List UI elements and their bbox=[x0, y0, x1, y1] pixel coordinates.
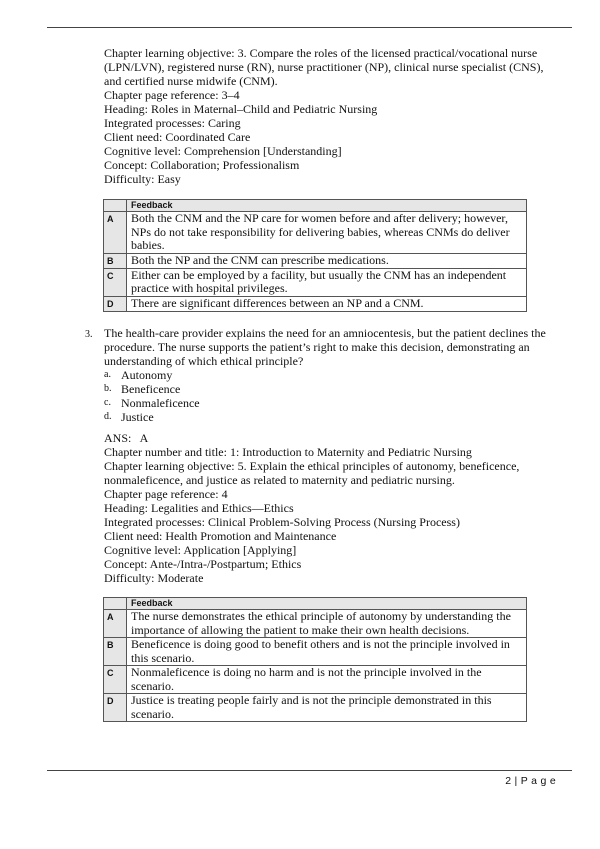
feedback-table-1 bbox=[103, 199, 527, 312]
feedback-text: There are significant differences between an NP and a CNM. bbox=[127, 296, 527, 311]
answer-option bbox=[104, 410, 200, 424]
header-rule bbox=[47, 27, 572, 28]
answer-option bbox=[104, 396, 200, 410]
answer-options bbox=[104, 368, 200, 424]
meta-line: Cognitive level: Comprehension [Understanding] bbox=[104, 144, 342, 158]
option-letter: b. bbox=[104, 383, 112, 394]
feedback-row bbox=[104, 666, 527, 694]
question-number: 3. bbox=[85, 329, 93, 340]
feedback-text: The nurse demonstrates the ethical principle of autonomy by understanding the importance of allowing the patient to make their own health decisions. bbox=[127, 610, 527, 638]
option-text: Nonmaleficence bbox=[121, 396, 200, 410]
feedback-row bbox=[104, 638, 527, 666]
meta-line: Chapter learning objective: 3. Compare the roles of the licensed practical/vocational nurse (LPN/LVN), registered nurse (RN), nurse practitioner (NP), clinical nurse specialist (CNS), and certified nurse midwife (CNM). bbox=[104, 46, 544, 88]
meta-line: Concept: Collaboration; Professionalism bbox=[104, 158, 300, 172]
feedback-key: D bbox=[104, 296, 127, 311]
meta-line: Difficulty: Moderate bbox=[104, 571, 204, 585]
feedback-key: D bbox=[104, 694, 127, 722]
feedback-row bbox=[104, 212, 527, 254]
option-text: Autonomy bbox=[121, 368, 173, 382]
answer-key: ANS: A bbox=[104, 431, 149, 445]
feedback-row bbox=[104, 694, 527, 722]
meta-line: Concept: Ante-/Intra-/Postpartum; Ethics bbox=[104, 557, 302, 571]
answer-option bbox=[104, 382, 200, 396]
feedback-row bbox=[104, 296, 527, 311]
answer-option bbox=[104, 368, 200, 382]
meta-line: Heading: Legalities and Ethics—Ethics bbox=[104, 501, 294, 515]
meta-line: Difficulty: Easy bbox=[104, 172, 181, 186]
feedback-row bbox=[104, 253, 527, 268]
feedback-text: Justice is treating people fairly and is not the principle demonstrated in this scenario. bbox=[127, 694, 527, 722]
meta-line: Cognitive level: Application [Applying] bbox=[104, 543, 297, 557]
feedback-key: C bbox=[104, 666, 127, 694]
header-key-cell bbox=[104, 200, 127, 212]
question-metadata-block bbox=[104, 445, 552, 585]
meta-line: Client need: Health Promotion and Maintenance bbox=[104, 529, 337, 543]
question-stem: The health-care provider explains the need for an amniocentesis, but the patient declines the procedure. The nurse supports the patient’s right to make this decision, demonstrating an understanding of which ethical principle? bbox=[104, 326, 546, 368]
meta-line: Chapter page reference: 3–4 bbox=[104, 88, 240, 102]
feedback-text: Both the CNM and the NP care for women before and after delivery; however, NPs do not take responsibility for delivering babies, whereas CNMs do deliver babies. bbox=[127, 212, 527, 254]
option-letter: c. bbox=[104, 397, 111, 408]
meta-line: Integrated processes: Caring bbox=[104, 116, 241, 130]
option-letter: a. bbox=[104, 369, 111, 380]
feedback-text: Either can be employed by a facility, but usually the CNM has an independent practice with hospital privileges. bbox=[127, 268, 527, 296]
feedback-key: C bbox=[104, 268, 127, 296]
feedback-key: B bbox=[104, 253, 127, 268]
feedback-header-row bbox=[104, 200, 527, 212]
feedback-text: Both the NP and the CNM can prescribe medications. bbox=[127, 253, 527, 268]
feedback-row bbox=[104, 610, 527, 638]
feedback-text: Nonmaleficence is doing no harm and is not the principle involved in the scenario. bbox=[127, 666, 527, 694]
top-metadata-block bbox=[104, 46, 552, 186]
option-text: Beneficence bbox=[121, 382, 181, 396]
feedback-row bbox=[104, 268, 527, 296]
footer-rule bbox=[47, 770, 572, 771]
header-key-cell bbox=[104, 598, 127, 610]
feedback-key: B bbox=[104, 638, 127, 666]
meta-line: Chapter learning objective: 5. Explain the ethical principles of autonomy, beneficence, nonmaleficence, and justice as related to maternity and pediatric nursing. bbox=[104, 459, 520, 487]
meta-line: Integrated processes: Clinical Problem-Solving Process (Nursing Process) bbox=[104, 515, 460, 529]
meta-line: Heading: Roles in Maternal–Child and Pediatric Nursing bbox=[104, 102, 378, 116]
feedback-text: Beneficence is doing good to benefit others and is not the principle involved in this scenario. bbox=[127, 638, 527, 666]
meta-line: Chapter number and title: 1: Introduction to Maternity and Pediatric Nursing bbox=[104, 445, 472, 459]
feedback-key: A bbox=[104, 610, 127, 638]
feedback-key: A bbox=[104, 212, 127, 254]
feedback-header: Feedback bbox=[127, 200, 527, 212]
feedback-header-row bbox=[104, 598, 527, 610]
feedback-table-2 bbox=[103, 597, 527, 722]
meta-line: Client need: Coordinated Care bbox=[104, 130, 251, 144]
option-letter: d. bbox=[104, 411, 112, 422]
meta-line: Chapter page reference: 4 bbox=[104, 487, 228, 501]
option-text: Justice bbox=[121, 410, 154, 424]
page-number: 2 | P a g e bbox=[505, 775, 556, 787]
feedback-header: Feedback bbox=[127, 598, 527, 610]
